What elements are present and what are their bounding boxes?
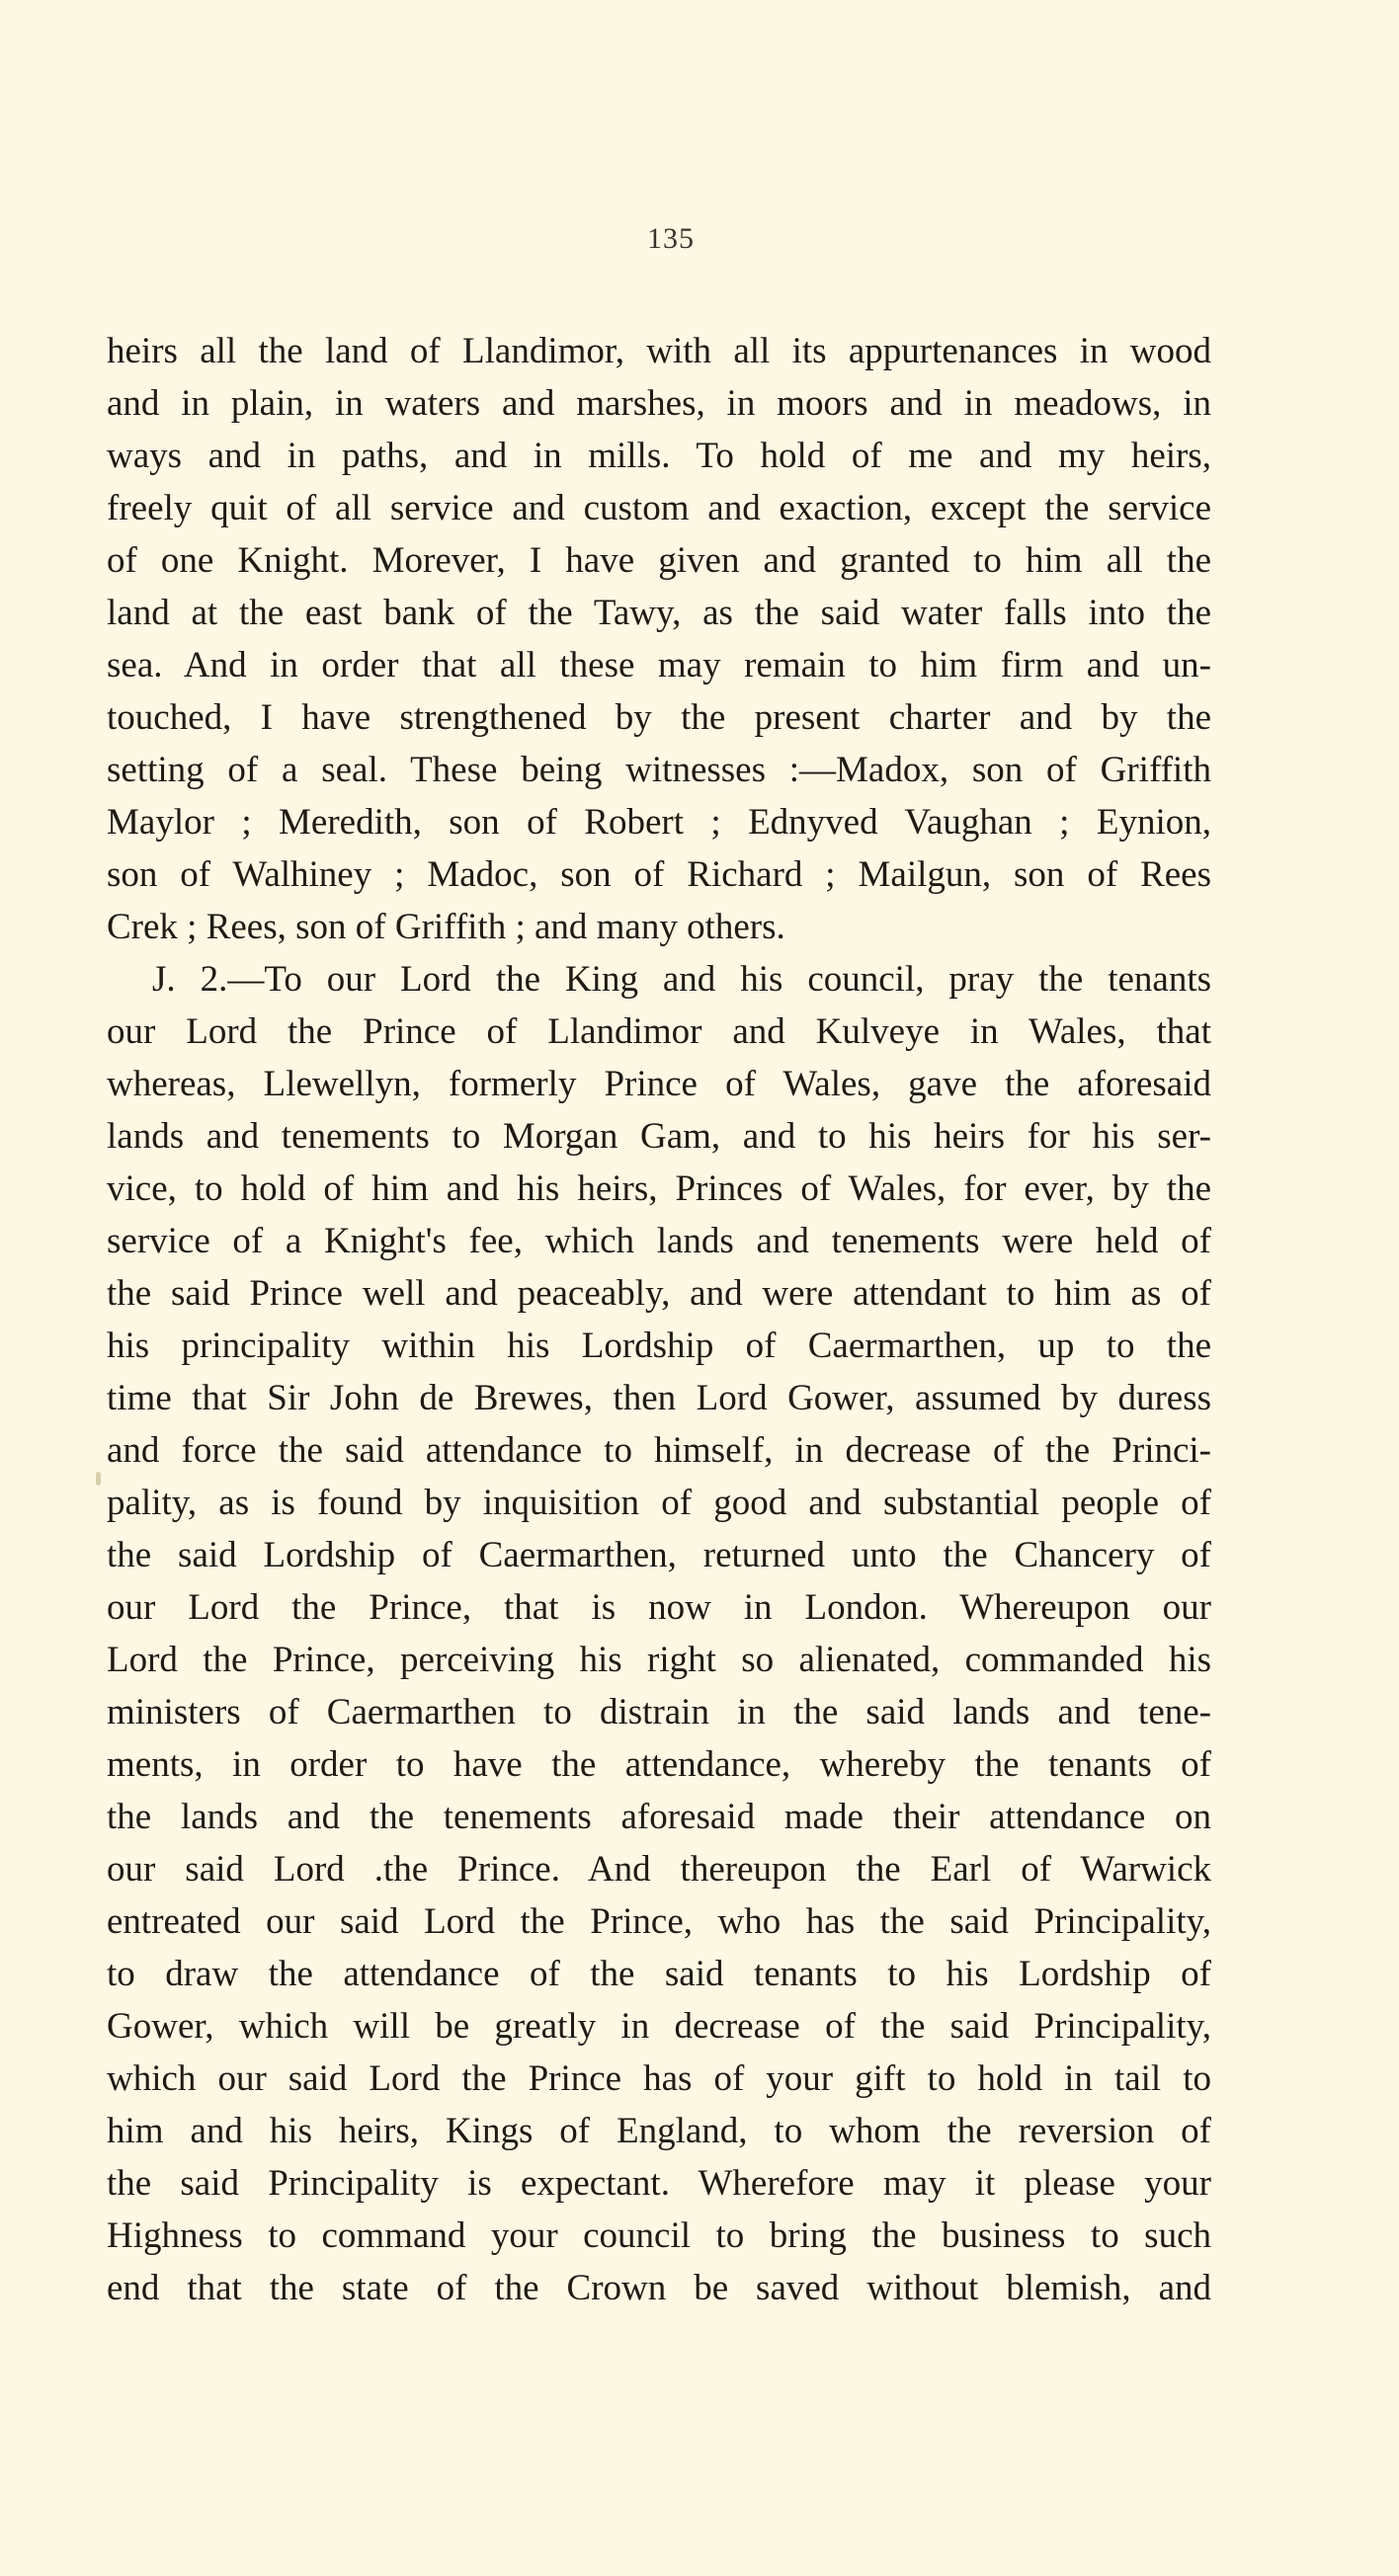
- text-line: our Lord the Prince of Llandimor and Kulveye in Wales, that: [107, 1011, 1211, 1052]
- text-line: son of Walhiney ; Madoc, son of Richard ; Mailgun, son of Rees: [107, 854, 1211, 895]
- text-line: and in plain, in waters and marshes, in moors and in meadows, in: [107, 383, 1211, 424]
- text-line: freely quit of all service and custom and exaction, except the service: [107, 488, 1211, 528]
- text-line: Lord the Prince, perceiving his right so alienated, commanded his: [107, 1640, 1211, 1680]
- text-line: whereas, Llewellyn, formerly Prince of Wales, gave the aforesaid: [107, 1064, 1211, 1104]
- text-line: him and his heirs, Kings of England, to whom the reversion of: [107, 2111, 1211, 2151]
- text-line: service of a Knight's fee, which lands and tenements were held of: [107, 1221, 1211, 1261]
- text-line: our said Lord .the Prince. And thereupon the Earl of Warwick: [107, 1849, 1211, 1890]
- paragraph-start-line: J. 2.—To our Lord the King and his council, pray the tenants: [152, 959, 1211, 1000]
- text-line: entreated our said Lord the Prince, who has the said Principality,: [107, 1901, 1211, 1942]
- text-line: time that Sir John de Brewes, then Lord Gower, assumed by duress: [107, 1378, 1211, 1418]
- text-line: Gower, which will be greatly in decrease of the said Principality,: [107, 2006, 1211, 2047]
- text-line: of one Knight. Morever, I have given and granted to him all the: [107, 540, 1211, 581]
- text-line: setting of a seal. These being witnesses :—Madox, son of Griffith: [107, 750, 1211, 790]
- text-line: to draw the attendance of the said tenants to his Lordship of: [107, 1954, 1211, 1994]
- text-line: land at the east bank of the Tawy, as the said water falls into the: [107, 593, 1211, 633]
- paragraph-end-line: Crek ; Rees, son of Griffith ; and many others.: [107, 907, 785, 947]
- body-text: [107, 325, 1211, 2314]
- text-line: heirs all the land of Llandimor, with all its appurtenances in wood: [107, 331, 1211, 371]
- text-line: and force the said attendance to himself, in decrease of the Princi-: [107, 1430, 1211, 1471]
- text-line: lands and tenements to Morgan Gam, and to his heirs for his ser-: [107, 1116, 1211, 1157]
- text-line: which our said Lord the Prince has of your gift to hold in tail to: [107, 2058, 1211, 2099]
- text-line: the said Prince well and peaceably, and were attendant to him as of: [107, 1273, 1211, 1314]
- text-line: Highness to command your council to bring the business to such: [107, 2215, 1211, 2256]
- text-line: the said Lordship of Caermarthen, returned unto the Chancery of: [107, 1535, 1211, 1575]
- text-line: ments, in order to have the attendance, whereby the tenants of: [107, 1744, 1211, 1785]
- margin-mark: [96, 1472, 101, 1486]
- text-line: end that the state of the Crown be saved without blemish, and: [107, 2268, 1211, 2308]
- text-line: Maylor ; Meredith, son of Robert ; Ednyved Vaughan ; Eynion,: [107, 802, 1211, 843]
- text-line: our Lord the Prince, that is now in London. Whereupon our: [107, 1587, 1211, 1628]
- text-line: pality, as is found by inquisition of good and substantial people of: [107, 1483, 1211, 1523]
- text-line: vice, to hold of him and his heirs, Princes of Wales, for ever, by the: [107, 1168, 1211, 1209]
- page-number: 135: [647, 222, 695, 255]
- text-line: touched, I have strengthened by the present charter and by the: [107, 697, 1211, 738]
- text-line: ways and in paths, and in mills. To hold of me and my heirs,: [107, 436, 1211, 476]
- text-line: sea. And in order that all these may remain to him firm and un-: [107, 645, 1211, 685]
- text-line: the said Principality is expectant. Wherefore may it please your: [107, 2163, 1211, 2204]
- text-line: his principality within his Lordship of Caermarthen, up to the: [107, 1326, 1211, 1366]
- text-line: the lands and the tenements aforesaid made their attendance on: [107, 1797, 1211, 1837]
- text-line: ministers of Caermarthen to distrain in the said lands and tene-: [107, 1692, 1211, 1732]
